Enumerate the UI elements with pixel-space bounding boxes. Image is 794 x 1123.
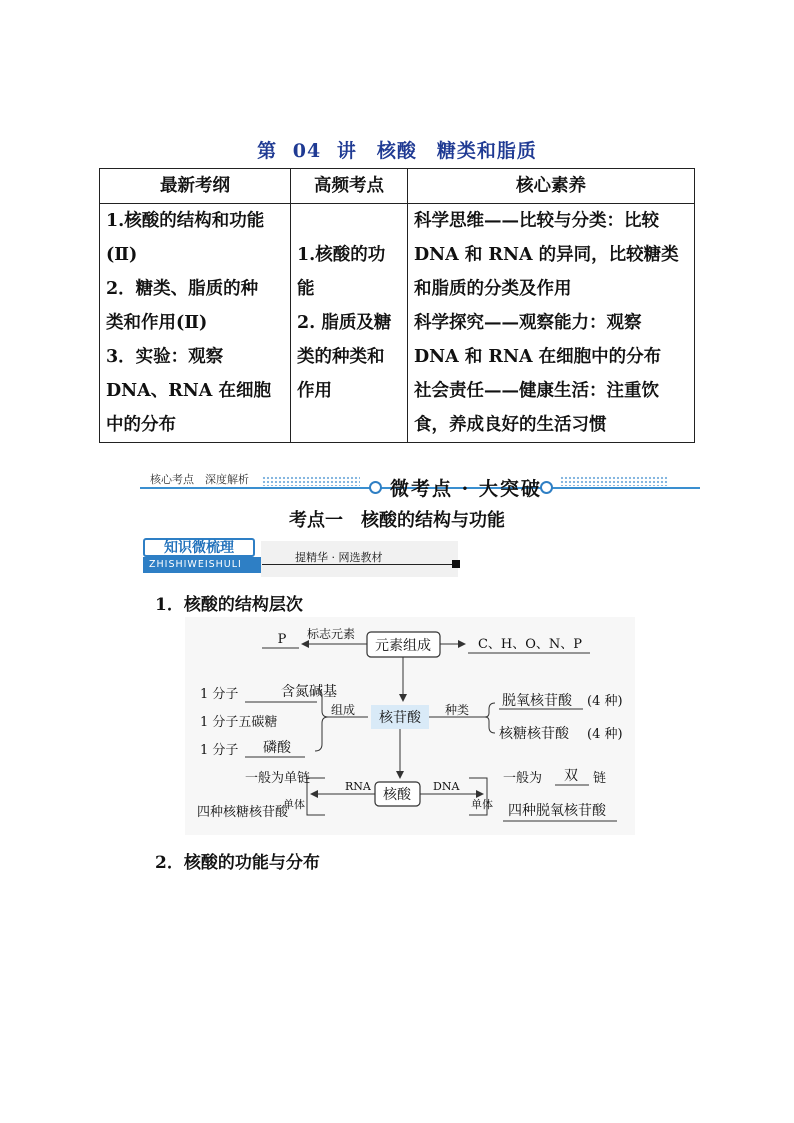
- header-syllabus: 最新考纲: [100, 169, 291, 204]
- rna-label: RNA: [345, 780, 371, 793]
- syllabus-line: (Ⅱ): [106, 245, 138, 265]
- key-point-line: 作用: [297, 381, 332, 401]
- dna-chain-answer: 双: [564, 768, 578, 784]
- banner-dots-left: [262, 476, 360, 486]
- dna-chain-prefix: 一般为: [503, 771, 543, 786]
- key-points-cell: [291, 204, 408, 443]
- left-item-3-prefix: 1 分子: [200, 743, 239, 758]
- right-item-2-answer: 核糖核苷酸: [499, 726, 569, 742]
- element-composition-label: 元素组成: [375, 638, 431, 654]
- literacy-line: DNA 和 RNA 在细胞中的分布: [414, 347, 662, 367]
- marker-label: 标志元素: [307, 627, 356, 641]
- syllabus-line: 1.核酸的结构和功能: [106, 211, 265, 231]
- table-header-row: [100, 169, 695, 204]
- nucleic-acid-structure-diagram: [185, 617, 635, 835]
- right-item-1-suffix: (4 种): [587, 694, 623, 709]
- key-point-line: 2. 脂质及糖: [297, 313, 392, 333]
- badge-underline: [262, 564, 452, 565]
- header-core-literacy: 核心素养: [408, 169, 695, 204]
- rna-monomer-label: 单体: [283, 798, 305, 811]
- type-label: 种类: [445, 703, 470, 717]
- right-item-2-suffix: (4 种): [587, 727, 623, 742]
- syllabus-line: 类和作用(Ⅱ): [106, 313, 208, 333]
- key-point-line: 能: [297, 279, 315, 299]
- table-row: [100, 204, 695, 443]
- nucleic-acid-label: 核酸: [383, 787, 411, 803]
- literacy-line: 社会责任——健康生活：注重饮: [414, 381, 659, 401]
- badge-square-icon: [452, 560, 460, 568]
- elements-answer: C、H、O、N、P: [477, 637, 583, 652]
- dna-monomer-label: 单体: [471, 798, 493, 811]
- banner-small-text: 核心考点 深度解析: [150, 473, 249, 486]
- literacy-line: 科学思维——比较与分类：比较: [414, 211, 659, 231]
- dna-monomer-text: 四种脱氧核苷酸: [508, 803, 606, 819]
- right-brace: [485, 703, 495, 733]
- banner-dots-right: [560, 476, 668, 486]
- section-title: 考点一 核酸的结构与功能: [289, 510, 505, 531]
- compose-label: 组成: [331, 703, 356, 717]
- syllabus-line: 中的分布: [106, 415, 176, 435]
- heading-function-distribution: 2．核酸的功能与分布: [155, 853, 320, 873]
- dna-label: DNA: [433, 780, 460, 793]
- banner-title: 微考点 · 大突破: [390, 478, 542, 500]
- dna-chain-suffix: 链: [593, 771, 607, 786]
- left-item-1-answer: 含氮碱基: [281, 684, 337, 700]
- left-item-3-answer: 磷酸: [263, 740, 291, 756]
- literacy-line: 食，养成良好的生活习惯: [414, 415, 607, 435]
- key-point-line: 1.核酸的功: [297, 245, 386, 265]
- rna-chain-text: 一般为单链: [245, 771, 311, 786]
- syllabus-line: DNA、RNA 在细胞: [106, 381, 271, 401]
- marker-answer: P: [277, 632, 287, 647]
- core-literacy-cell: [408, 204, 695, 443]
- syllabus-cell: [100, 204, 291, 443]
- banner-circle-left-icon: [369, 481, 382, 494]
- heading-structure-levels: 1．核酸的结构层次: [155, 595, 303, 615]
- badge-subtitle: 提精华 · 网选教材: [295, 551, 383, 564]
- key-point-line: 类的种类和: [297, 347, 385, 367]
- right-item-1-answer: 脱氧核苷酸: [502, 693, 572, 709]
- left-item-2-prefix: 1 分子五碳糖: [200, 715, 278, 730]
- nucleotide-label: 核苷酸: [379, 710, 421, 726]
- literacy-line: 和脂质的分类及作用: [414, 279, 572, 299]
- syllabus-line: 2．糖类、脂质的种: [106, 279, 259, 299]
- badge-label: 知识微梳理: [143, 538, 255, 557]
- badge-pinyin: ZHISHIWEISHULI: [143, 557, 261, 573]
- header-key-points: 高频考点: [291, 169, 408, 204]
- page-title: 第 04 讲 核酸 糖类和脂质: [257, 140, 537, 162]
- rna-monomer-text: 四种核糖核苷酸: [197, 805, 289, 820]
- outline-table: [99, 168, 695, 443]
- syllabus-line: 3．实验：观察: [106, 347, 224, 367]
- literacy-line: DNA 和 RNA 的异同，比较糖类: [414, 245, 679, 265]
- left-item-1-prefix: 1 分子: [200, 687, 239, 702]
- literacy-line: 科学探究——观察能力：观察: [414, 313, 642, 333]
